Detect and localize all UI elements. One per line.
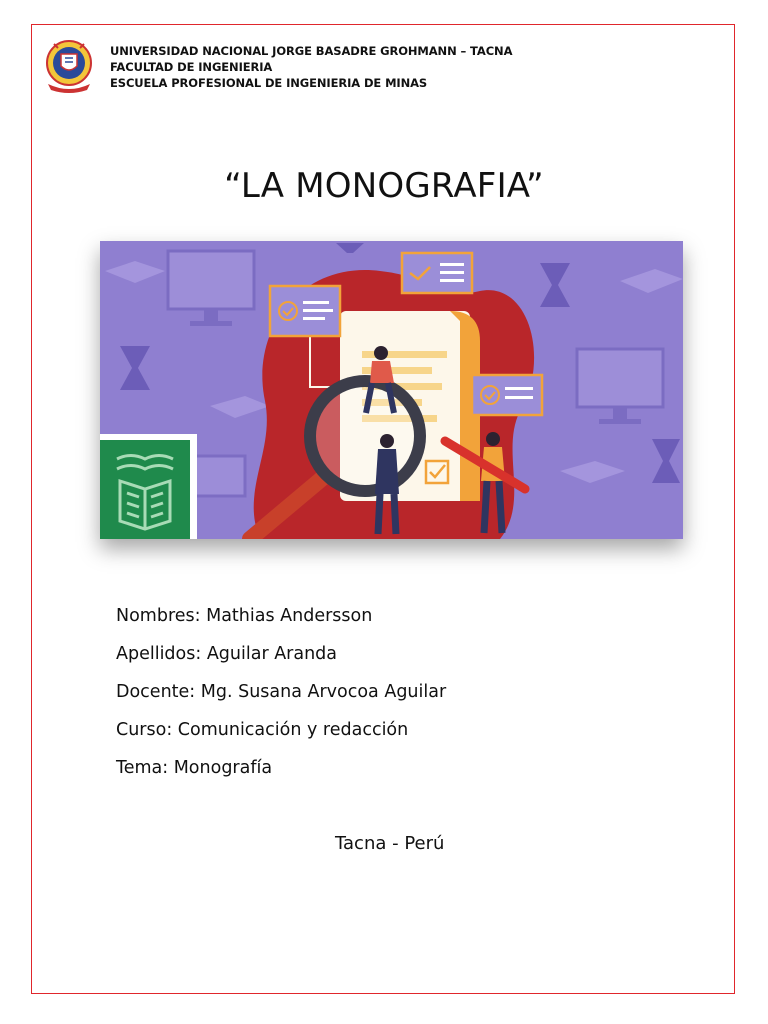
place-line: Tacna - Perú [335, 833, 445, 854]
school-name: ESCUELA PROFESIONAL DE INGENIERIA DE MINAS [110, 76, 428, 90]
faculty-name: FACULTAD DE INGENIERIA [110, 60, 273, 74]
chart-card [402, 253, 472, 293]
nombres-line: Nombres: Mathias Andersson [116, 606, 373, 626]
checklist-card [472, 375, 542, 415]
docente-line: Docente: Mg. Susana Arvocoa Aguilar [116, 682, 447, 702]
university-name: UNIVERSIDAD NACIONAL JORGE BASADRE GROHMANN – TACNA [110, 44, 513, 58]
institution-header [110, 43, 512, 91]
apellidos-line: Apellidos: Aguilar Aranda [116, 644, 338, 664]
tema-line: Tema: Monografía [116, 758, 273, 778]
monitor-icon [195, 456, 245, 496]
curso-line: Curso: Comunicación y redacción [116, 720, 409, 740]
monograph-illustration [100, 241, 683, 539]
student-details [116, 605, 446, 795]
university-crest-icon [40, 36, 98, 98]
document-title: “LA MONOGRAFIA” [224, 166, 544, 206]
checklist-card [270, 286, 340, 336]
